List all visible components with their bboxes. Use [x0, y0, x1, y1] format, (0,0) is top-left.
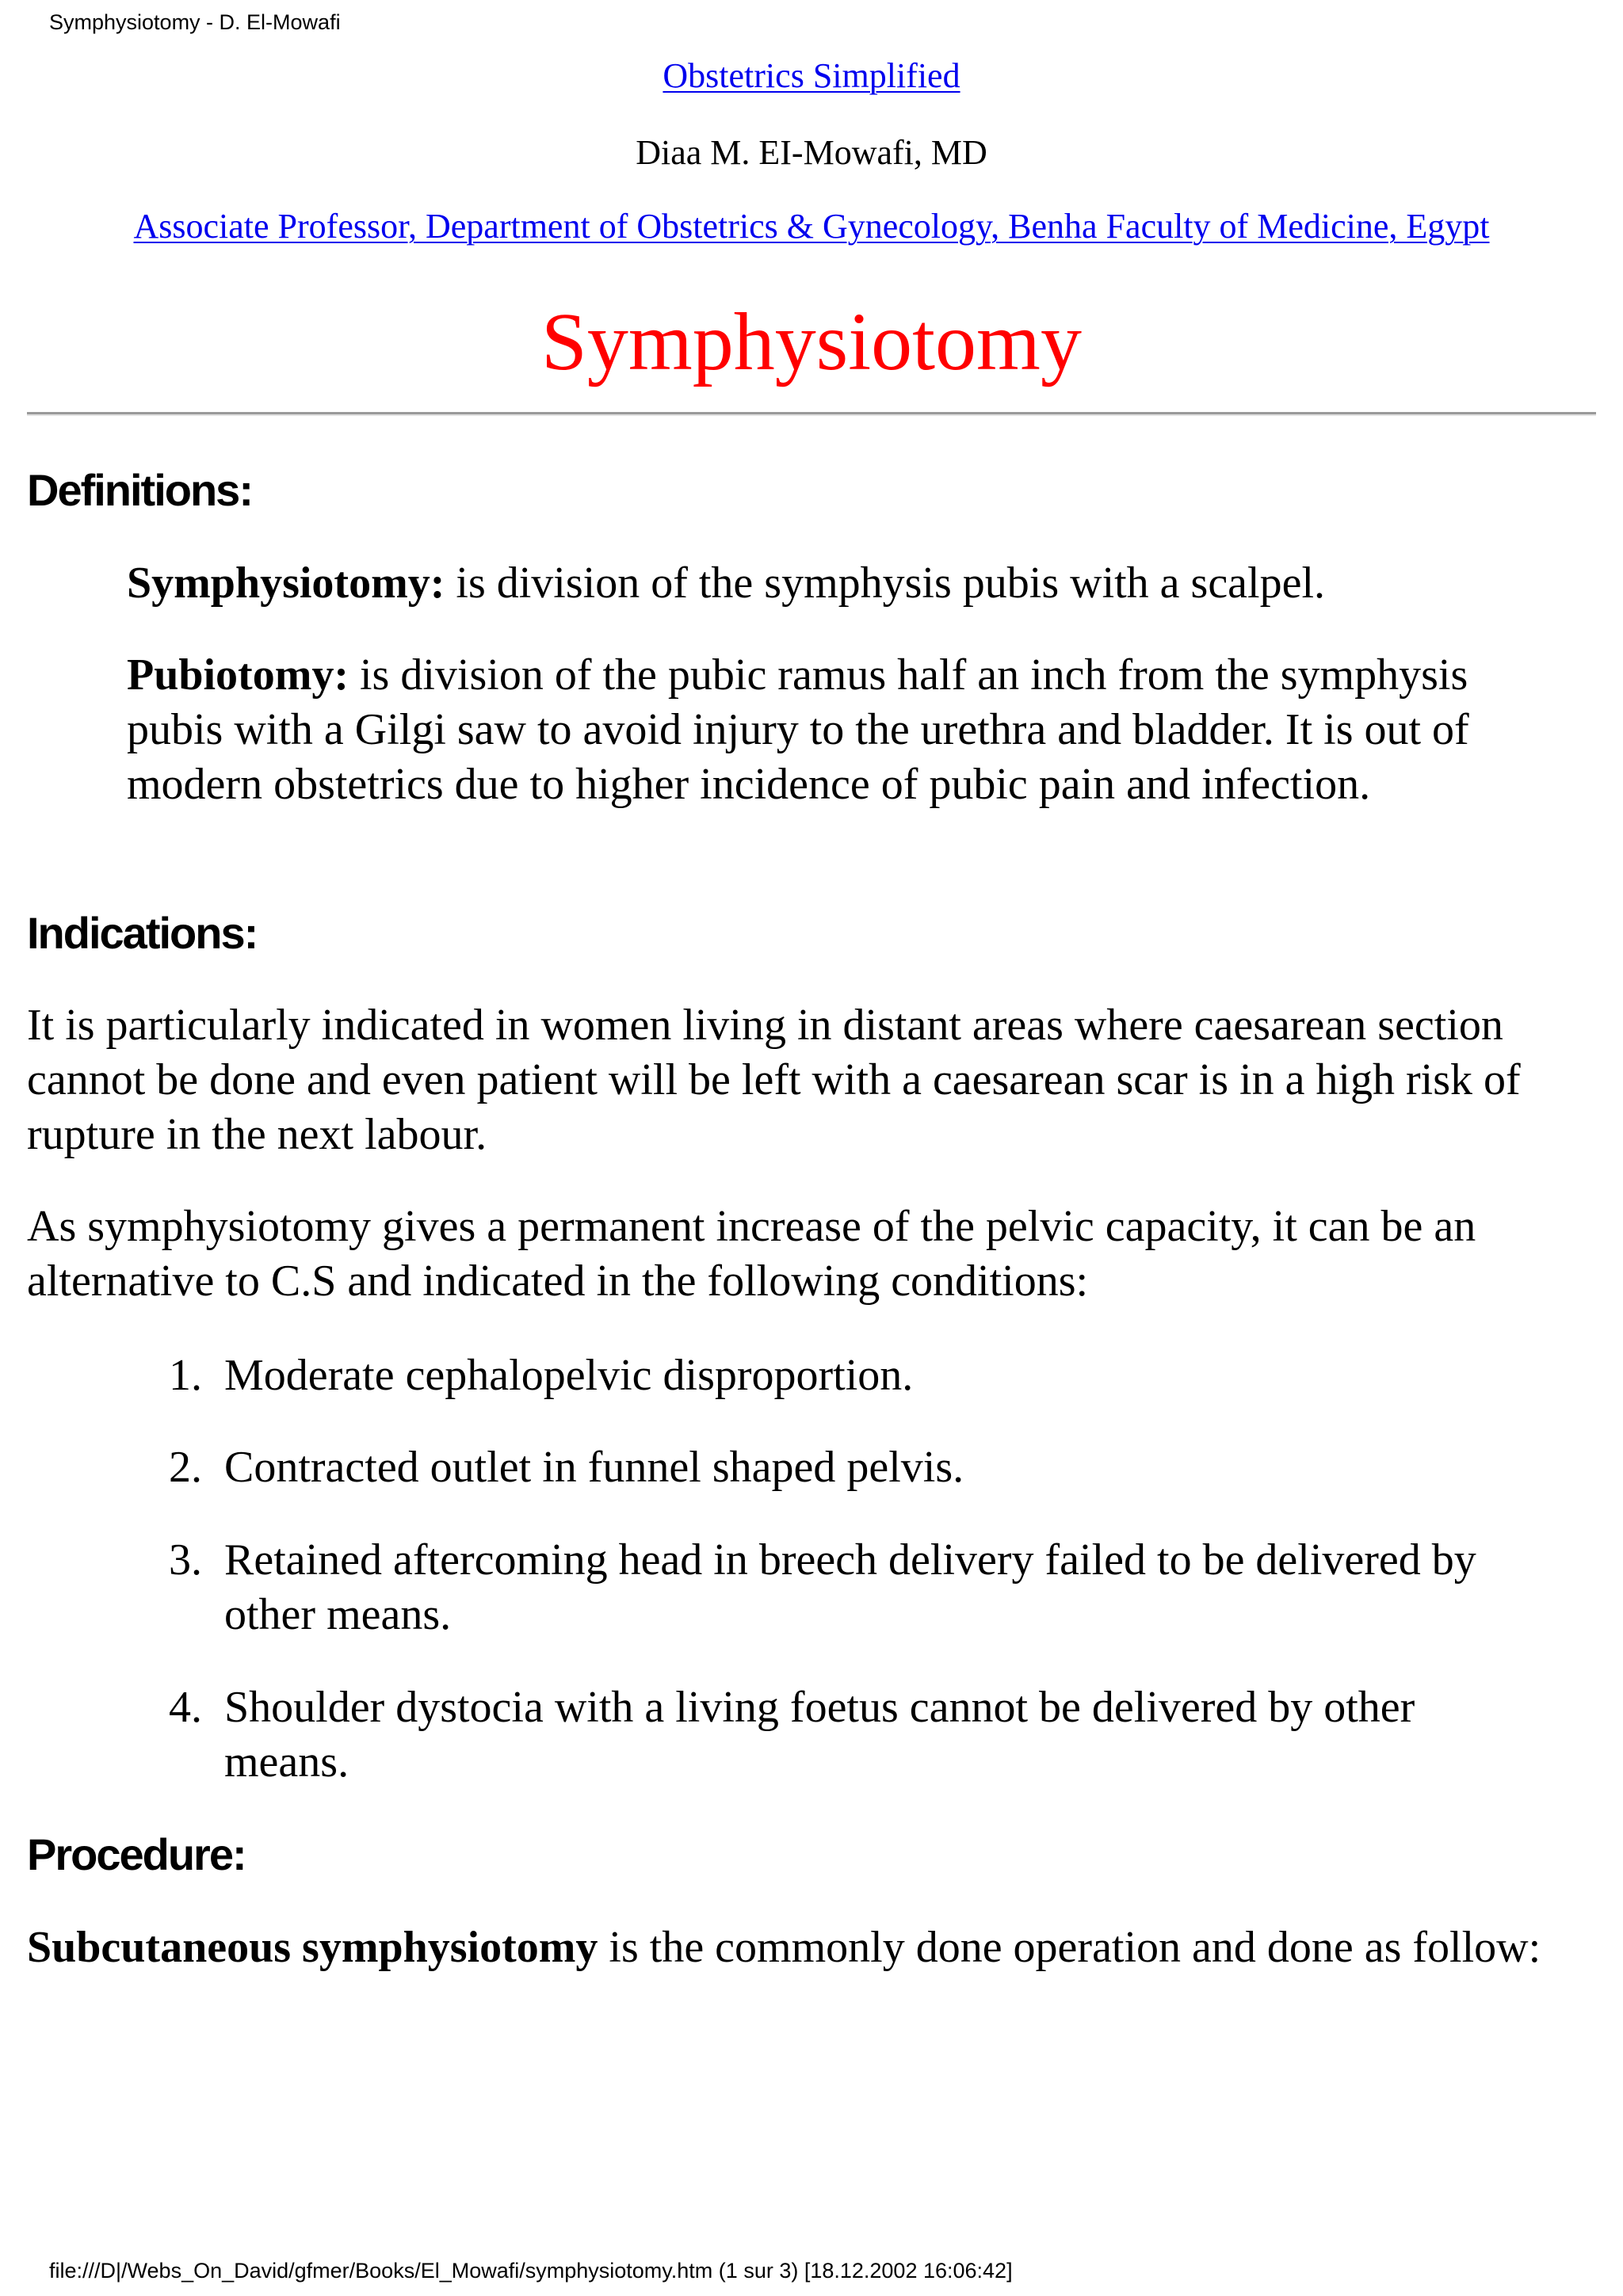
list-item-number: 4.: [169, 1683, 202, 1732]
procedure-lead: Subcutaneous symphysiotomy: [27, 1923, 598, 1972]
definition-term: Symphysiotomy:: [127, 559, 445, 608]
list-item-text: Shoulder dystocia with a living foetus cannot be delivered by other means.: [224, 1683, 1415, 1787]
affiliation-line: [0, 204, 1623, 249]
definitions-heading: Definitions:: [27, 465, 252, 515]
list-item-text: Moderate cephalopelvic disproportion.: [224, 1351, 914, 1400]
horizontal-divider: [27, 412, 1596, 416]
indications-paragraph-2: As symphysiotomy gives a permanent increase of the pelvic capacity, it can be an alternative to C.S and indicated in the following conditions:: [27, 1202, 1476, 1306]
procedure-paragraph: [27, 1920, 1604, 1975]
indications-heading: Indications:: [27, 908, 258, 958]
book-link-line: [0, 54, 1623, 98]
list-item-number: 1.: [169, 1351, 202, 1400]
list-item-text: Retained aftercoming head in breech delivery failed to be delivered by other means.: [224, 1535, 1476, 1639]
definition-text: is division of the pubic ramus half an inch from the symphysis pubis with a Gilgi saw to avoid injury to the urethra and bladder. It is out of modern obstetrics due to higher incidence of pubic pain and infection.: [127, 650, 1469, 809]
list-item-number: 2.: [169, 1443, 202, 1492]
definition-text: is division of the symphysis pubis with a scalpel.: [445, 559, 1326, 608]
definition-term: Pubiotomy:: [127, 650, 349, 700]
procedure-heading: Procedure:: [27, 1829, 246, 1879]
indications-paragraph-1: It is particularly indicated in women living in distant areas where caesarean section cannot be done and even patient will be left with a caesarean scar is in a high risk of rupture in the next labour.: [27, 1001, 1521, 1159]
procedure-text: is the commonly done operation and done as follow:: [598, 1923, 1541, 1972]
definition-symphysiotomy: [127, 556, 1514, 611]
author: Diaa M. EI-Mowafi, MD: [636, 133, 987, 172]
book-link[interactable]: Obstetrics Simplified: [663, 56, 960, 95]
list-item-number: 3.: [169, 1535, 202, 1585]
list-item-text: Contracted outlet in funnel shaped pelvis.: [224, 1443, 964, 1492]
page-title: Symphysiotomy: [541, 296, 1082, 387]
print-footer: file:///D|/Webs_On_David/gfmer/Books/El_Mowafi/symphysiotomy.htm (1 sur 3) [18.12.2002 16:06:42]: [49, 2259, 1013, 2283]
definition-pubiotomy: [127, 648, 1474, 812]
affiliation-link[interactable]: Associate Professor, Department of Obstetrics & Gynecology, Benha Faculty of Medicine, Egypt: [133, 207, 1490, 246]
print-header: Symphysiotomy - D. El-Mowafi: [49, 10, 341, 34]
